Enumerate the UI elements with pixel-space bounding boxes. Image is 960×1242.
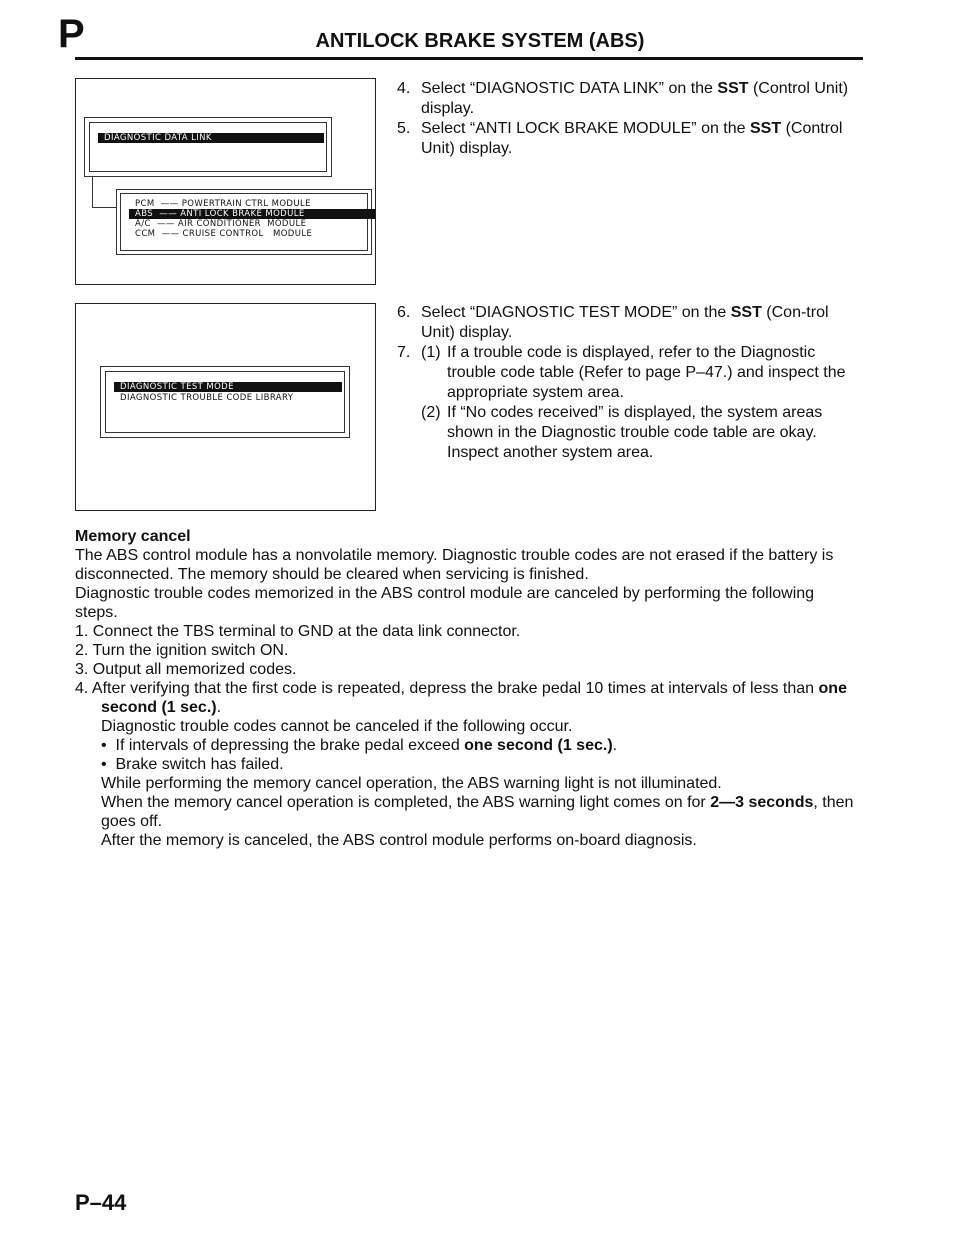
page-number: P–44 [75, 1190, 127, 1215]
item-text: If intervals of depressing the brake pedal exceed [115, 737, 465, 754]
module-item-ccm: CCM —— CRUISE CONTROL MODULE [135, 229, 313, 239]
module-item-ac: A/C —— AIR CONDITIONER MODULE [135, 219, 307, 229]
page-title: ANTILOCK BRAKE SYSTEM (ABS) [315, 30, 645, 52]
section-letter: P [58, 12, 85, 56]
step-list-b [397, 303, 860, 463]
section-heading: Memory cancel [75, 528, 191, 545]
step-text: Select “DIAGNOSTIC TEST MODE” on the [421, 304, 731, 321]
step-number: 5. [397, 120, 411, 137]
note [75, 793, 861, 831]
sub-label: (2) [421, 404, 441, 421]
module-item-pcm: PCM —— POWERTRAIN CTRL MODULE [135, 199, 311, 209]
paragraph: The ABS control module has a nonvolatile memory. Diagnostic trouble codes are not erased if the battery is disconnected. The memory should be cleared when servicing is finished. [75, 547, 834, 583]
item-bold: one second (1 sec.) [464, 737, 613, 754]
list-item [75, 679, 861, 717]
step-text: (Con-trol Unit) display. [421, 304, 829, 341]
step-number: 7. [397, 344, 411, 361]
bullet-dot: • [101, 737, 116, 754]
sub-text: If “No codes received” is displayed, the system areas shown in the Diagnostic trouble code table are okay. Inspect another system area. [447, 404, 823, 461]
step-list-a [397, 79, 860, 159]
module-item-abs: ABS —— ANTI LOCK BRAKE MODULE [129, 209, 375, 219]
connector-line-horizontal [92, 207, 116, 208]
step-7-sub-2 [421, 403, 860, 463]
menu-item-dtc-library: DIAGNOSTIC TROUBLE CODE LIBRARY [120, 393, 294, 403]
item-text: 4. After verifying that the first code is repeated, depress the brake pedal 10 times at intervals of less than [75, 680, 819, 697]
top-screen-inner [89, 122, 327, 172]
sub-label: (1) [421, 344, 441, 361]
item-text: Brake switch has failed. [115, 756, 284, 773]
step-4 [397, 79, 860, 119]
menu-item-diagnostic-data-link: DIAGNOSTIC DATA LINK [98, 133, 324, 143]
note: Diagnostic trouble codes cannot be canceled if the following occur. [101, 718, 573, 735]
step-6 [397, 303, 860, 343]
step-bold: SST [750, 120, 782, 137]
list-item: 2. Turn the ignition switch ON. [75, 642, 289, 659]
header-rule [75, 57, 863, 60]
step-bold: SST [717, 80, 749, 97]
figure-data-link-screen [75, 78, 376, 285]
paragraph: Diagnostic trouble codes memorized in the ABS control module are canceled by performing the following steps. [75, 585, 815, 621]
figure-test-mode-screen [75, 303, 376, 511]
step-number: 4. [397, 80, 411, 97]
test-mode-inner [105, 371, 345, 433]
step-text: Select “DIAGNOSTIC DATA LINK” on the [421, 80, 718, 97]
test-mode-panel [100, 366, 350, 438]
list-item: 1. Connect the TBS terminal to GND at the data link connector. [75, 623, 521, 640]
list-item: 3. Output all memorized codes. [75, 661, 297, 678]
step-5 [397, 119, 860, 159]
item-text: . [612, 737, 618, 754]
item-text: . [216, 699, 222, 716]
step-7 [397, 343, 860, 463]
note: While performing the memory cancel operation, the ABS warning light is not illuminated. [101, 775, 722, 792]
step-text: (Control Unit) display. [421, 80, 849, 117]
item-text: When the memory cancel operation is completed, the ABS warning light comes on for [101, 794, 711, 811]
module-list-inner [120, 193, 368, 251]
item-bold: 2—3 seconds [710, 794, 814, 811]
note: After the memory is canceled, the ABS control module performs on-board diagnosis. [101, 832, 697, 849]
step-bold: SST [730, 304, 762, 321]
module-list-panel [116, 189, 372, 255]
step-7-sub-1 [421, 343, 860, 403]
menu-item-diagnostic-test-mode: DIAGNOSTIC TEST MODE [114, 382, 342, 392]
top-screen-panel [84, 117, 332, 177]
bullet-item [75, 755, 861, 774]
step-text: (Control Unit) display. [421, 120, 843, 157]
step-number: 6. [397, 304, 411, 321]
bullet-dot: • [101, 756, 116, 773]
step-text: Select “ANTI LOCK BRAKE MODULE” on the [421, 120, 750, 137]
item-bold: one second (1 sec.) [101, 680, 847, 716]
sub-text: If a trouble code is displayed, refer to the Diagnostic trouble code table (Refer to page P–47.) and inspect the appropriate system area. [447, 344, 846, 401]
item-text: , then goes off. [101, 794, 854, 830]
connector-line-vertical [92, 177, 93, 208]
bullet-item [75, 736, 861, 755]
memory-cancel-section [75, 527, 861, 850]
